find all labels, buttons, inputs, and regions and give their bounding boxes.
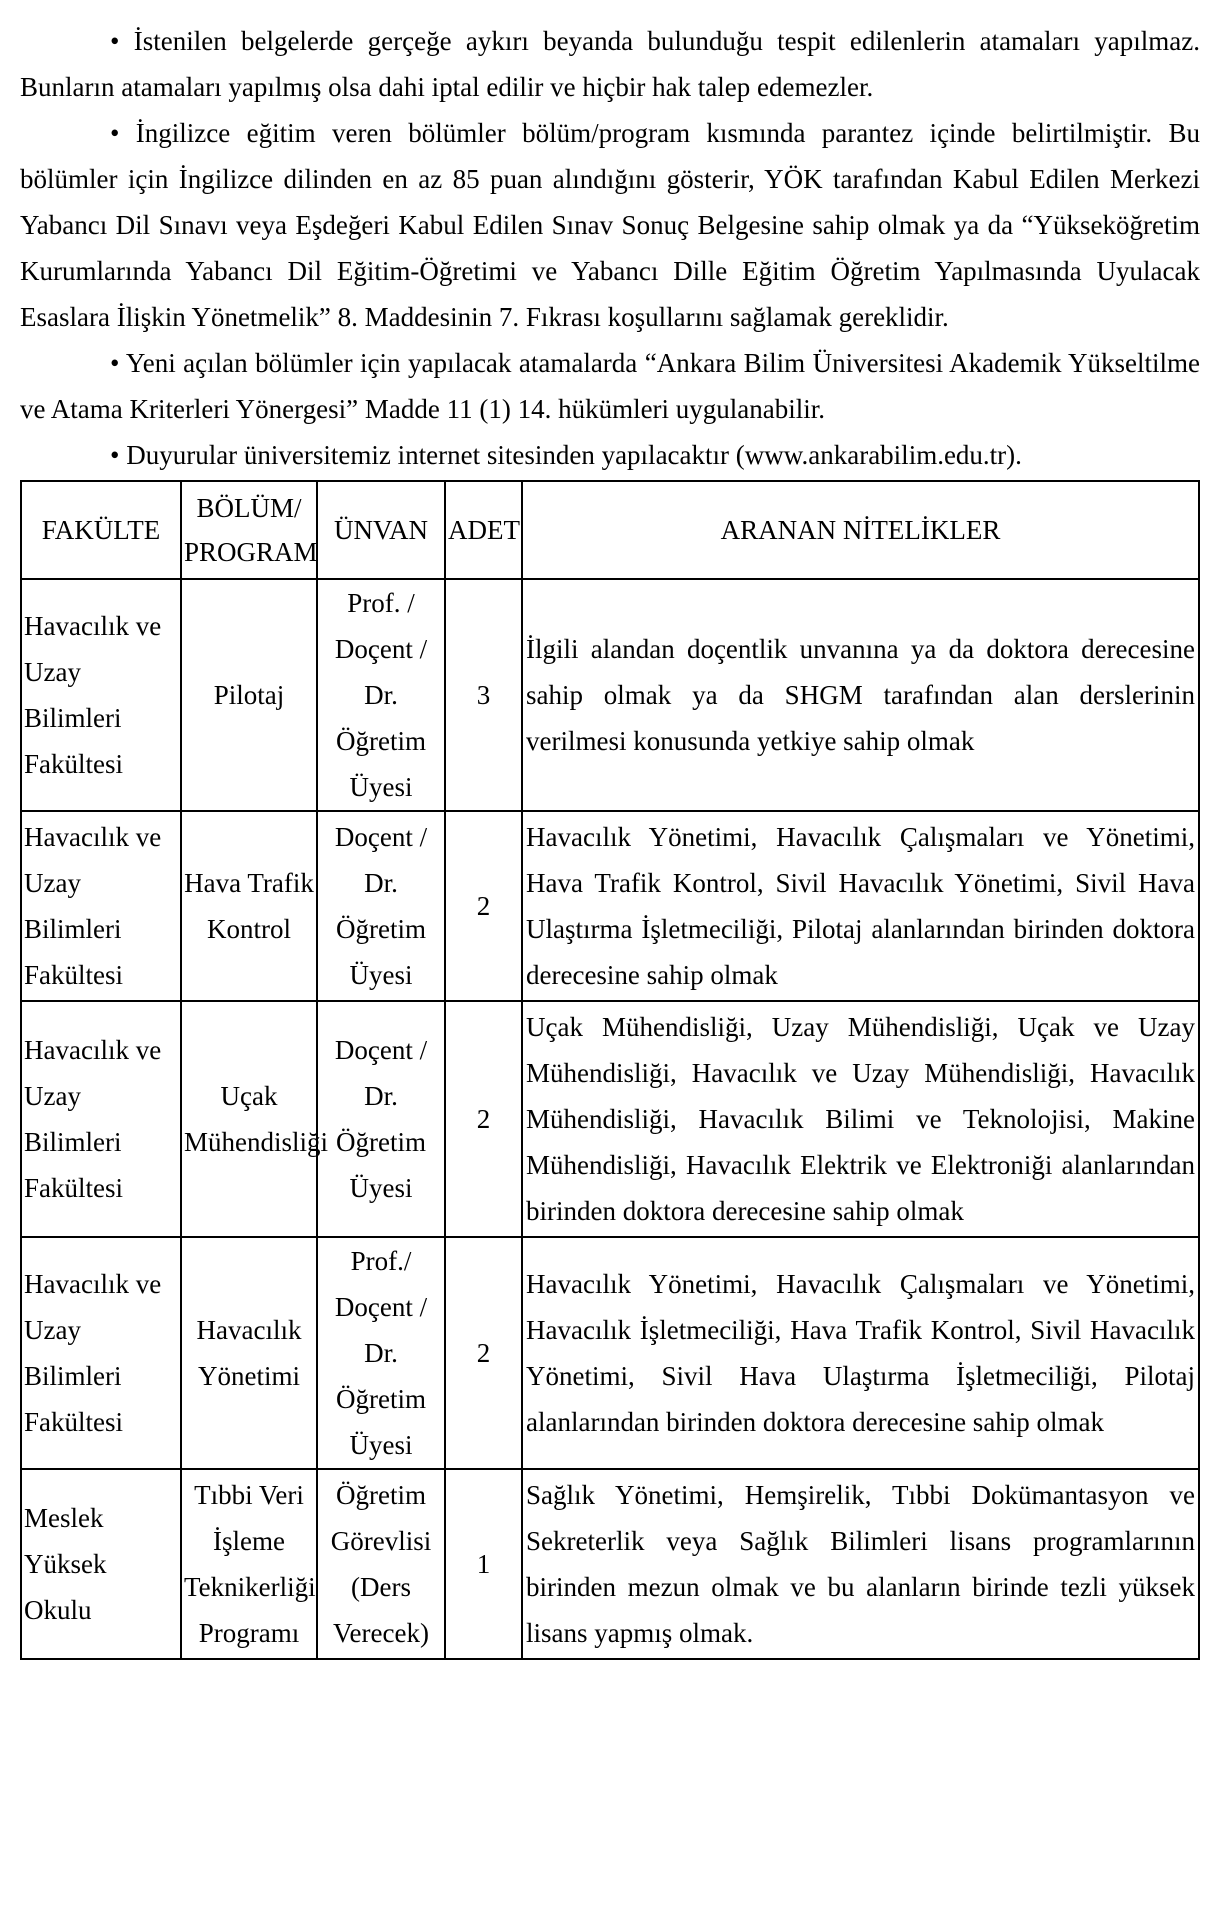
cell-fakulte-line: Yüksek Okulu [24, 1549, 107, 1625]
cell-unvan-line: Verecek) [333, 1618, 429, 1648]
cell-nitelikler: Havacılık Yönetimi, Havacılık Çalışmaları ve Yönetimi, Havacılık İşletmeciliği, Hava Trafik Kontrol, Sivil Havacılık Yönetimi, Sivil Hava Ulaştırma İşletmeciliği, Pilotaj alanlarından birinden doktora derecesine sahip olmak [522, 1237, 1199, 1469]
cell-fakulte-line: Havacılık ve [24, 1269, 162, 1299]
cell-unvan-line: Üyesi [349, 772, 413, 802]
cell-nitelikler: Havacılık Yönetimi, Havacılık Çalışmaları ve Yönetimi, Hava Trafik Kontrol, Sivil Havacılık Yönetimi, Sivil Hava Ulaştırma İşletmeciliği, Pilotaj alanlarından birinden doktora derecesine sahip olmak [522, 811, 1199, 1001]
table-row [21, 579, 1199, 811]
intro-paragraph-announcements: • Duyurular üniversitemiz internet sitesinden yapılacaktır (www.ankarabilim.edu.tr). [110, 440, 1022, 470]
cell-adet: 2 [445, 1001, 522, 1237]
cell-bolum-line: Havacılık [196, 1315, 302, 1345]
cell-bolum-line: Programı [198, 1618, 300, 1648]
cell-bolum [181, 811, 317, 1001]
cell-fakulte-line: Havacılık ve [24, 611, 162, 641]
cell-fakulte-line: Fakültesi [24, 749, 123, 779]
cell-fakulte [21, 1469, 181, 1659]
cell-unvan [317, 1237, 445, 1469]
header-bolum-line2: PROGRAM [184, 537, 318, 567]
cell-unvan-line: Doçent / [334, 822, 428, 852]
cell-unvan-line: Dr. Öğretim [336, 1081, 426, 1157]
cell-unvan-line: Dr. Öğretim [336, 680, 426, 756]
cell-adet: 1 [445, 1469, 522, 1659]
header-fakulte: FAKÜLTE [21, 481, 181, 579]
header-adet: ADET [445, 481, 522, 579]
cell-bolum-line: Mühendisliği [184, 1127, 329, 1157]
cell-fakulte-line: Uzay Bilimleri [24, 657, 122, 733]
cell-fakulte-line: Uzay Bilimleri [24, 1315, 122, 1391]
table-row [21, 1001, 1199, 1237]
cell-unvan-line: Üyesi [349, 1173, 413, 1203]
cell-fakulte [21, 811, 181, 1001]
cell-adet: 2 [445, 811, 522, 1001]
cell-unvan-line: Üyesi [349, 1430, 413, 1460]
cell-fakulte-line: Fakültesi [24, 1173, 123, 1203]
cell-bolum-line: Uçak [220, 1081, 278, 1111]
cell-nitelikler: Uçak Mühendisliği, Uzay Mühendisliği, Uçak ve Uzay Mühendisliği, Havacılık ve Uzay Mühendisliği, Havacılık Mühendisliği, Havacılık Bilimi ve Teknolojisi, Makine Mühendisliği, Havacılık Elektrik ve Elektroniği alanlarından birinden doktora derecesine sahip olmak [522, 1001, 1199, 1237]
table-row [21, 811, 1199, 1001]
cell-unvan-line: Öğretim [336, 1480, 426, 1510]
cell-unvan-line: Dr. Öğretim [336, 868, 426, 944]
cell-bolum [181, 1237, 317, 1469]
position-table [20, 480, 1200, 1660]
cell-adet: 2 [445, 1237, 522, 1469]
cell-unvan [317, 1001, 445, 1237]
cell-fakulte [21, 1001, 181, 1237]
cell-unvan-line: Prof. / [347, 588, 415, 618]
cell-bolum-line: Hava Trafik [184, 868, 314, 898]
cell-bolum-line: Teknikerliği [184, 1572, 316, 1602]
cell-fakulte [21, 579, 181, 811]
cell-unvan-line: (Ders [351, 1572, 411, 1602]
cell-unvan [317, 579, 445, 811]
cell-unvan-line: Prof./ [350, 1246, 412, 1276]
cell-fakulte-line: Fakültesi [24, 1407, 123, 1437]
cell-unvan-line: Doçent / [334, 1035, 428, 1065]
cell-unvan-line: Görevlisi [330, 1526, 432, 1556]
table-row [21, 1237, 1199, 1469]
cell-unvan-line: Dr. Öğretim [336, 1338, 426, 1414]
table-body [21, 579, 1199, 1659]
cell-nitelikler: İlgili alandan doçentlik unvanına ya da doktora derecesine sahip olmak ya da SHGM tarafından alan derslerinin verilmesi konusunda yetkiye sahip olmak [522, 579, 1199, 811]
cell-bolum-line: Tıbbi Veri [194, 1480, 304, 1510]
cell-fakulte-line: Fakültesi [24, 960, 123, 990]
cell-fakulte-line: Havacılık ve [24, 822, 162, 852]
cell-nitelikler: Sağlık Yönetimi, Hemşirelik, Tıbbi Dokümantasyon ve Sekreterlik veya Sağlık Bilimleri lisans programlarının birinden mezun olmak ve bu alanların birinde tezli yüksek lisans yapmış olmak. [522, 1469, 1199, 1659]
header-bolum-line1: BÖLÜM/ [196, 493, 302, 523]
intro-paragraph-new-departments: • Yeni açılan bölümler için yapılacak atamalarda “Ankara Bilim Üniversitesi Akademik Yükseltilme ve Atama Kriterleri Yönergesi” Madde 11 (1) 14. hükümleri uygulanabilir. [20, 348, 1200, 424]
cell-fakulte-line: Uzay Bilimleri [24, 868, 122, 944]
cell-bolum [181, 1001, 329, 1237]
cell-bolum-line: Kontrol [207, 914, 291, 944]
cell-bolum-line: Pilotaj [213, 680, 285, 710]
cell-bolum-line: Yönetimi [198, 1361, 300, 1391]
cell-bolum [181, 579, 317, 811]
intro-paragraph-english-requirement: • İngilizce eğitim veren bölümler bölüm/program kısmında parantez içinde belirtilmiştir. Bu bölümler için İngilizce dilinden en az 85 puan alındığını gösterir, YÖK tarafından Kabul Edilen Merkezi Yabancı Dil Sınavı veya Eşdeğeri Kabul Edilen Sınav Sonuç Belgesine sahip olmak ya da “Yükseköğretim Kurumlarında Yabancı Dil Eğitim-Öğretimi ve Yabancı Dille Eğitim Öğretim Yapılmasında Uyulacak Esaslara İlişkin Yönetmelik” 8. Maddesinin 7. Fıkrası koşullarını sağlamak gereklidir. [20, 118, 1200, 332]
cell-bolum-line: İşleme [213, 1526, 285, 1556]
cell-fakulte-line: Havacılık ve [24, 1035, 162, 1065]
header-nitelikler: ARANAN NİTELİKLER [522, 481, 1199, 579]
cell-adet: 3 [445, 579, 522, 811]
cell-fakulte-line: Uzay Bilimleri [24, 1081, 122, 1157]
intro-paragraph-false-statements: • İstenilen belgelerde gerçeğe aykırı beyanda bulunduğu tespit edilenlerin atamaları yapılmaz. Bunların atamaları yapılmış olsa dahi iptal edilir ve hiçbir hak talep edemezler. [20, 26, 1200, 102]
table-row [21, 1469, 1199, 1659]
cell-bolum [181, 1469, 317, 1659]
table-header-row [21, 481, 1199, 579]
cell-unvan [317, 811, 445, 1001]
cell-unvan-line: Doçent / [334, 1292, 428, 1322]
cell-fakulte-line: Meslek [24, 1503, 104, 1533]
cell-unvan [317, 1469, 445, 1659]
cell-unvan-line: Doçent / [334, 634, 428, 664]
header-unvan: ÜNVAN [317, 481, 445, 579]
cell-fakulte [21, 1237, 181, 1469]
header-bolum [181, 481, 317, 579]
cell-unvan-line: Üyesi [349, 960, 413, 990]
